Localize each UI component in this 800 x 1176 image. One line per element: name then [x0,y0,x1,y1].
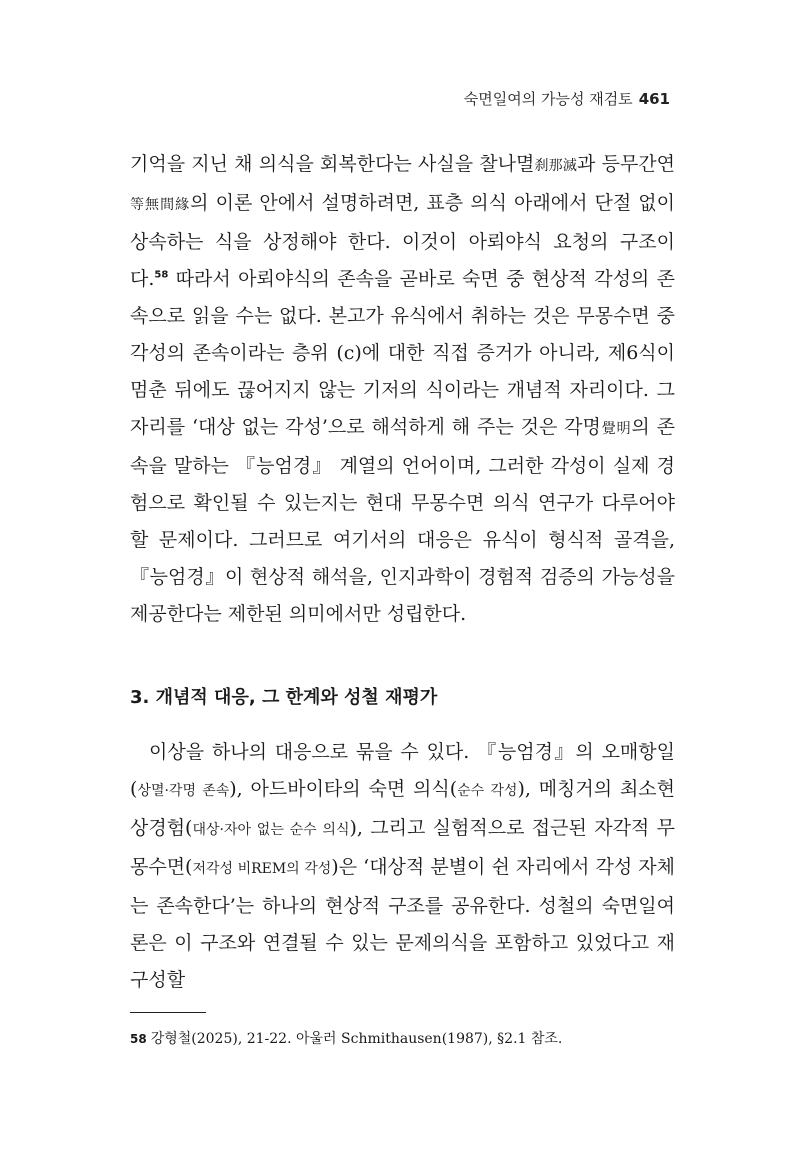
footnote-text: 강형철(2025), 21-22. 아울러 Schmithausen(1987), §2.1 참조. [150,1031,563,1047]
footnote-reference[interactable]: 58 [154,269,169,281]
para2-note-1: 상멸·각명 존속 [137,783,230,799]
para1-hanja-2: 等無間緣 [130,197,191,213]
para2-text-5: )은 ‘대상적 분별이 쉰 자리에서 각성 자체는 존속한다’는 하나의 현상적 구조를 공유한다. 성철의 숙면일여론은 이 구조와 연결될 수 있는 문제의식을 포함하고 있었다고 재구성할 [130,856,675,991]
body-paragraph-1 [130,146,675,633]
para2-text-1: 이상을 하나의 대응으로 묶을 수 있다. 『능엄경』의 오매항일( [130,741,675,800]
footnote-separator [130,1012,206,1013]
para1-text-4: 따라서 아뢰야식의 존속을 곧바로 숙면 중 현상적 각성의 존속으로 읽을 수는 없다. 본고가 유식에서 취하는 것은 무몽수면 중 각성의 존속이라는 층위 (c)에 대한 직접 증거가 아니라, 제6식이 멈춘 뒤에도 끊어지지 않는 기저의 식이라는 개념적 자리이다. 그 자리를 ‘대상 없는 각성’으로 해석하게 해 주는 것은 각명 [130,268,675,438]
para1-text-1: 기억을 지닌 채 의식을 회복한다는 사실을 찰나멸 [130,153,535,175]
para1-text-3: 의 이론 안에서 설명하려면, 표층 의식 아래에서 단절 없이 상속하는 식을 상정해야 한다. 이것이 아뢰야식 요청의 구조이다. [130,192,676,290]
page-number: 461 [638,90,670,108]
para2-note-4: 저각성 비REM의 각성 [192,861,332,877]
section-heading: 3. 개념적 대응, 그 한계와 성철 재평가 [130,687,438,708]
para1-text-2: 과 등무간연 [577,153,676,175]
para2-text-2: ), 아드바이타의 숙면 의식( [229,778,458,800]
para2-note-3: 대상·자아 없는 순수 의식 [192,822,350,838]
para2-text-3: ), 메칭거의 최소현상경험( [130,778,676,839]
para2-note-2: 순수 각성 [457,783,518,799]
para1-hanja-1: 刹那滅 [534,158,578,174]
footnote-number: 58 [130,1032,147,1046]
running-head [464,88,670,109]
para1-hanja-3: 覺明 [600,421,632,437]
para2-text-4: ), 그리고 실험적으로 접근된 자각적 무몽수면( [130,817,675,878]
running-title: 숙면일여의 가능성 재검토 [463,90,633,108]
footnote [130,1028,675,1050]
para1-text-5: 의 존속을 말하는 『능엄경』 계열의 언어이며, 그러한 각성이 실제 경험으로 확인될 수 있는지는 현대 무몽수면 의식 연구가 다루어야 할 문제이다. 그러므로 여기서의 대응은 유식이 형식적 골격을, 『능엄경』이 현상적 해석을, 인지과학이 경험적 검증의 가능성을 제공한다는 제한된 의미에서만 성립한다. [130,416,676,625]
body-paragraph-2 [130,734,675,999]
